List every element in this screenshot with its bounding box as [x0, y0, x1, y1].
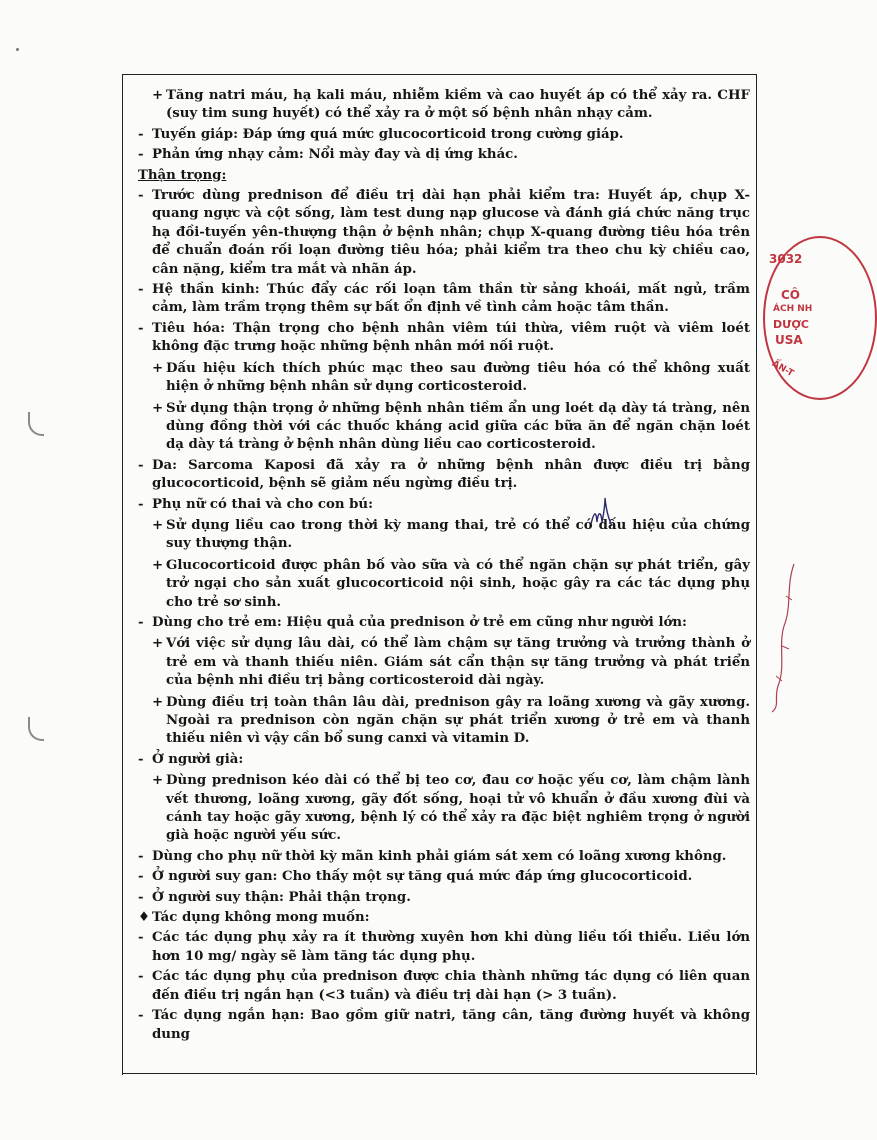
text-line: [138, 694, 750, 749]
text-line: [138, 457, 750, 494]
dash-bullet: -: [138, 869, 144, 885]
dash-bullet: -: [138, 282, 144, 298]
stamp-signature-scrawl: [756, 556, 800, 716]
plus-bullet: +: [152, 694, 164, 710]
stamp-text-2: ÁCH NH: [773, 304, 813, 314]
dash-bullet: -: [138, 751, 144, 767]
line-text: Trước dùng prednison để điều trị dài hạn phải kiểm tra: Huyết áp, chụp X-quang ngực và cột sống, làm test dung nạp glucose và đánh giá chức năng trục hạ đồi-tuyến yên-thượng thận ở bệnh nhân; chụp X-quang đường tiêu hóa trên để chuẩn đoán rối loạn đường tiêu hóa; phải kiểm tra theo chu kỳ chiều cao, cân nặng, kiểm tra mắt và nhãn áp.: [152, 188, 750, 277]
section-heading: [138, 167, 750, 185]
scan-dot: [16, 48, 19, 51]
handwritten-initial: [588, 496, 614, 532]
dash-bullet: -: [138, 889, 144, 905]
plus-bullet: +: [152, 773, 164, 789]
text-line: [138, 360, 750, 397]
document-body: [138, 84, 750, 1044]
text-line: [138, 635, 750, 690]
stamp-text-1: CÔ: [781, 288, 801, 302]
dash-bullet: -: [138, 126, 144, 142]
text-line: [138, 929, 750, 966]
text-line: [138, 614, 750, 632]
line-text: Tác dụng không mong muốn:: [152, 910, 370, 926]
line-text: Dùng cho phụ nữ thời kỳ mãn kinh phải giám sát xem có loãng xương không.: [152, 848, 727, 864]
line-text: Da: Sarcoma Kaposi đã xảy ra ở những bệnh nhân được điều trị bằng glucocorticoid, bệnh sẽ giảm nếu ngừng điều trị.: [152, 457, 750, 492]
dash-bullet: -: [138, 614, 144, 630]
text-line: [138, 772, 750, 846]
dash-bullet: -: [138, 930, 144, 946]
text-line: [138, 187, 750, 279]
dash-bullet: -: [138, 147, 144, 163]
dash-bullet: -: [138, 320, 144, 336]
dash-bullet: -: [138, 848, 144, 864]
line-text: Dùng điều trị toàn thân lâu dài, prednison gây ra loãng xương và gãy xương. Ngoài ra prednison còn ngăn chặn sự phát triển xương ở trẻ em và thanh thiếu niên vì vậy cần bổ sung canxi và vitamin D.: [166, 694, 750, 747]
line-text: Tuyến giáp: Đáp ứng quá mức glucocorticoid trong cường giáp.: [152, 126, 624, 142]
line-text: Tác dụng ngắn hạn: Bao gồm giữ natri, tăng cân, tăng đường huyết và không dung: [152, 1008, 750, 1042]
dash-bullet: -: [138, 969, 144, 985]
text-line: [138, 496, 750, 514]
text-line: [138, 868, 750, 886]
dash-bullet: -: [138, 457, 144, 473]
stamp-text-4: USA: [775, 333, 803, 347]
plus-bullet: +: [152, 400, 164, 416]
plus-bullet: +: [152, 557, 164, 573]
plus-bullet: +: [152, 636, 164, 652]
plus-bullet: +: [152, 517, 164, 533]
text-line: [138, 146, 750, 164]
plus-bullet: +: [152, 88, 164, 103]
text-line: [138, 848, 750, 866]
line-text: Các tác dụng phụ xảy ra ít thường xuyên hơn khi dùng liều tối thiểu. Liều lớn hơn 10 mg/ ngày sẽ làm tăng tác dụng phụ.: [152, 930, 750, 964]
line-text: Tiêu hóa: Thận trọng cho bệnh nhân viêm túi thừa, viêm ruột và viêm loét không đặc trưng hoặc những bệnh nhân mới nối ruột.: [152, 320, 750, 355]
text-line: [138, 909, 750, 927]
dash-bullet: -: [138, 496, 144, 512]
stamp-number: 3032: [769, 252, 803, 266]
text-line: [138, 968, 750, 1005]
punch-hole-mark-bottom: [28, 717, 44, 741]
line-text: Dùng cho trẻ em: Hiệu quả của prednison ở trẻ em cũng như người lớn:: [152, 614, 687, 630]
text-line: [138, 517, 750, 554]
red-stamp: [763, 236, 823, 396]
line-text: Dùng prednison kéo dài có thể bị teo cơ, đau cơ hoặc yếu cơ, làm chậm lành vết thương, loãng xương, gãy đốt sống, hoại tử vô khuẩn ở đầu xương đùi và cánh tay hoặc gãy xương, bệnh lý có thể xảy ra đặc biệt nghiêm trọng ở người già hoặc người yếu sức.: [166, 773, 750, 844]
line-text: Ở người suy thận: Phải thận trọng.: [152, 889, 411, 905]
plus-bullet: +: [152, 360, 164, 376]
dash-bullet: -: [138, 188, 144, 204]
bottom-rule: [122, 1073, 755, 1074]
line-text: Với việc sử dụng lâu dài, có thể làm chậm sự tăng trưởng và trưởng thành ở trẻ em và thanh thiếu niên. Giám sát cẩn thận sự tăng trưởng và phát triển của bệnh nhi điều trị bằng corticosteroid dài ngày.: [166, 636, 750, 689]
line-text: Ở người suy gan: Cho thấy một sự tăng quá mức đáp ứng glucocorticoid.: [152, 869, 693, 885]
line-text: Dấu hiệu kích thích phúc mạc theo sau đường tiêu hóa có thể không xuất hiện ở những bệnh nhân sử dụng corticosteroid.: [166, 360, 750, 395]
line-text: Hệ thần kinh: Thúc đẩy các rối loạn tâm thần từ sảng khoái, mất ngủ, trầm cảm, làm trầm trọng thêm sự bất ổn định về tình cảm hoặc tâm thần.: [152, 282, 750, 316]
text-line: [138, 1007, 750, 1044]
line-text: Sử dụng thận trọng ở những bệnh nhân tiềm ẩn ung loét dạ dày tá tràng, nên dùng đồng thời với các thuốc kháng acid giữa các bữa ăn để ngăn chặn loét dạ dày tá tràng ở bệnh nhân dùng liều cao corticosteroid.: [166, 400, 750, 453]
text-line: [138, 320, 750, 357]
stamp-text-5: ẤN-T: [770, 358, 796, 380]
line-text: Phụ nữ có thai và cho con bú:: [152, 496, 373, 512]
line-text: Thận trọng:: [138, 167, 227, 183]
text-line: [138, 126, 750, 144]
line-text: Glucocorticoid được phân bố vào sữa và có thể ngăn chặn sự phát triển, gây trở ngại cho sản xuất glucocorticoid nội sinh, hoặc gây ra các tác dụng phụ cho trẻ sơ sinh.: [166, 557, 750, 610]
line-text: Tăng natri máu, hạ kali máu, nhiễm kiềm và cao huyết áp có thể xảy ra. CHF (suy tim sung huyết) có thể xảy ra ở một số bệnh nhân nhạy cảm.: [166, 88, 750, 122]
line-text: Phản ứng nhạy cảm: Nổi mày đay và dị ứng khác.: [152, 147, 518, 163]
text-line: [138, 557, 750, 612]
line-text: Ở người già:: [152, 751, 244, 767]
text-line: [138, 889, 750, 907]
text-line: [138, 87, 750, 124]
line-text: Các tác dụng phụ của prednison được chia thành những tác dụng có liên quan đến điều trị ngắn hạn (<3 tuần) và điều trị dài hạn (> 3 tuần).: [152, 969, 750, 1003]
text-line: [138, 751, 750, 769]
stamp-text-3: DƯỢC: [773, 318, 810, 331]
text-line: [138, 400, 750, 455]
text-line: [138, 281, 750, 318]
punch-hole-mark-top: [28, 412, 44, 436]
dash-bullet: -: [138, 1008, 144, 1024]
diamond-bullet: ♦: [138, 910, 150, 926]
line-text: Sử dụng liều cao trong thời kỳ mang thai, trẻ có thể có dấu hiệu của chứng suy thượng thận.: [166, 517, 750, 552]
